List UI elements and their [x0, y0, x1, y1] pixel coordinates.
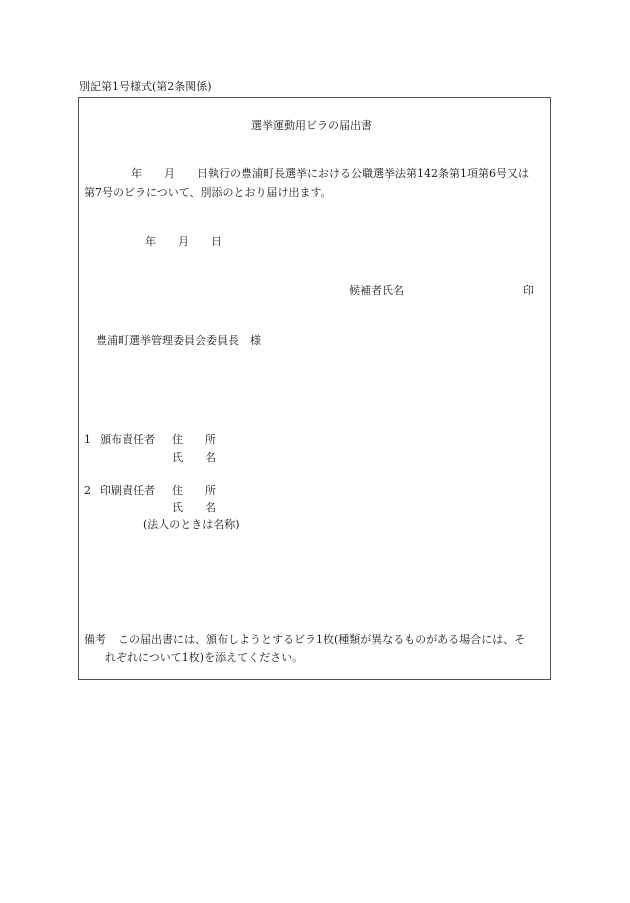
- body-line-1: 年 月 日執行の豊浦町長選挙における公職選挙法第142条第1項第6号又は: [131, 167, 529, 180]
- form-box: [78, 97, 551, 680]
- remarks-label: 備考: [84, 633, 106, 646]
- candidate-name-label: 候補者氏名: [349, 284, 404, 297]
- item-1-name-label: 氏 名: [172, 451, 216, 464]
- item-1-address-label: 住 所: [172, 433, 216, 446]
- date-line: 年 月 日: [145, 235, 222, 248]
- form-title: 選挙運動用ビラの届出書: [251, 119, 372, 132]
- form-number-label: 別記第1号様式(第2条関係): [79, 80, 212, 93]
- remarks-line-2: れぞれについて1枚)を添えてください。: [105, 651, 304, 664]
- body-line-2: 第7号のビラについて、別添のとおり届け出ます。: [84, 186, 332, 199]
- item-2-address-label: 住 所: [172, 484, 216, 497]
- item-2-number: 2: [84, 484, 91, 497]
- addressee: 豊浦町選挙管理委員会委員長 様: [96, 334, 261, 347]
- item-2-corporate-note: (法人のときは名称): [143, 518, 240, 531]
- remarks-line-1: この届出書には、頒布しようとするビラ1枚(種類が異なるものがある場合には、そ: [118, 633, 526, 646]
- item-1-number: 1: [84, 433, 91, 446]
- item-2-role: 印刷責任者: [100, 484, 155, 497]
- item-1-role: 頒布責任者: [100, 433, 155, 446]
- item-2-name-label: 氏 名: [172, 501, 216, 514]
- seal-mark: 印: [523, 284, 534, 297]
